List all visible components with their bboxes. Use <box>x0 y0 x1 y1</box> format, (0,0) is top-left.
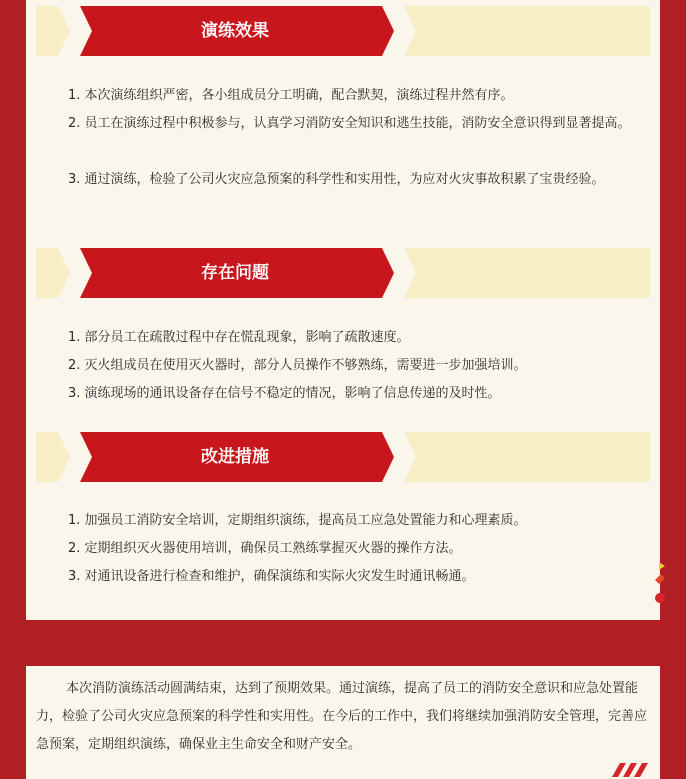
improvements-item-2: 2. 定期组织灭火器使用培训，确保员工熟练掌握灭火器的操作方法。 <box>68 541 462 556</box>
section-banner-effects <box>36 6 650 56</box>
problems-item-2: 2. 灭火组成员在使用灭火器时，部分人员操作不够熟练，需要进一步加强培训。 <box>68 358 527 373</box>
section-banner-problems <box>36 248 650 298</box>
section-title: 改进措施 <box>201 447 269 467</box>
summary-text: 本次消防演练活动圆满结束，达到了预期效果。通过演练，提高了员工的消防安全意识和应急处置能力，检验了公司火灾应急预案的科学性和实用性。在今后的工作中，我们将继续加强消防安全管理，完善应急预案，定期组织演练，确保业主生命安全和财产安全。 <box>36 681 648 752</box>
section-title: 存在问题 <box>201 263 269 283</box>
decorative-dots-icon <box>651 560 665 608</box>
improvements-item-1: 1. 加强员工消防安全培训，定期组织演练，提高员工应急处置能力和心理素质。 <box>68 513 527 528</box>
effects-item-1: 1. 本次演练组织严密，各小组成员分工明确，配合默契，演练过程井然有序。 <box>68 88 514 103</box>
section-banner-improvements <box>36 432 650 482</box>
effects-item-2: 2. 员工在演练过程中积极参与，认真学习消防安全知识和逃生技能，消防安全意识得到显著提高。 <box>68 116 631 131</box>
section-title: 演练效果 <box>201 21 269 41</box>
summary-card <box>26 666 660 779</box>
effects-item-3: 3. 通过演练，检验了公司火灾应急预案的科学性和实用性，为应对火灾事故积累了宝贵经验。 <box>68 172 605 187</box>
chevron-decoration-icon <box>612 763 652 777</box>
problems-item-1: 1. 部分员工在疏散过程中存在慌乱现象，影响了疏散速度。 <box>68 330 410 345</box>
problems-item-3: 3. 演练现场的通讯设备存在信号不稳定的情况，影响了信息传递的及时性。 <box>68 386 501 401</box>
improvements-item-3: 3. 对通讯设备进行检查和维护，确保演练和实际火灾发生时通讯畅通。 <box>68 569 475 584</box>
